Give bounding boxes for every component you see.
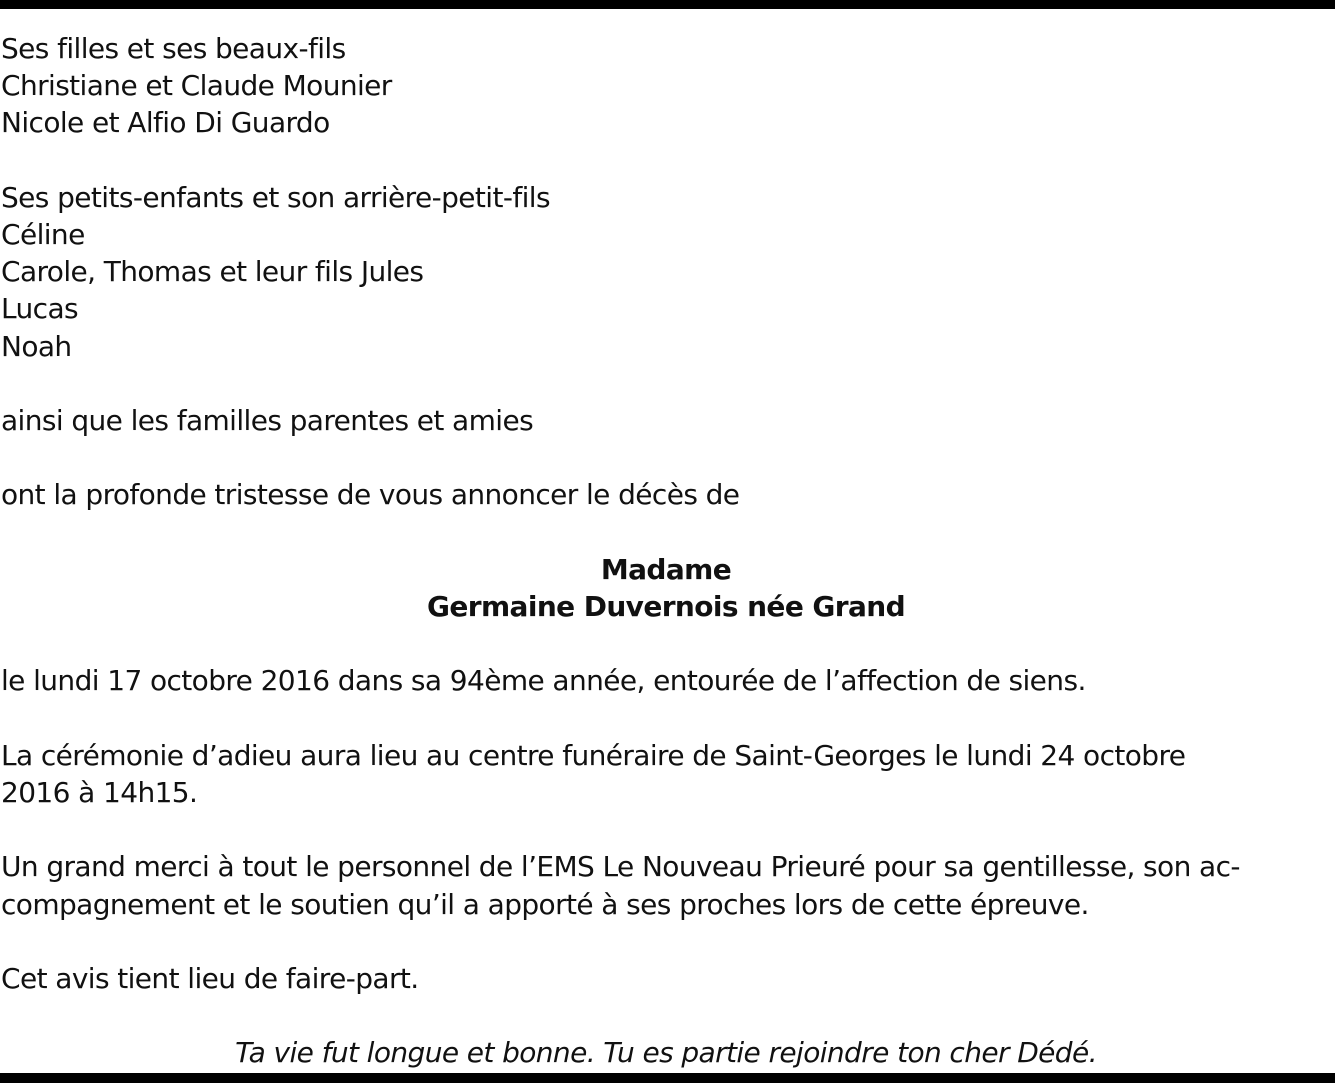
- grandchildren-section: [1, 179, 1331, 365]
- notice-section: [1, 960, 1331, 997]
- bottom-rule: [0, 1073, 1335, 1083]
- thanks-section: [1, 848, 1331, 922]
- thanks-line-2: compagnement et le soutien qu’il a apporté à ses proches lors de cette épreuve.: [1, 887, 1089, 921]
- thanks-line-1: Un grand merci à tout le personnel de l’EMS Le Nouveau Prieuré pour sa gentillesse, son ac-: [1, 850, 1240, 884]
- announcement-section: [1, 476, 1331, 513]
- announcement-text: ont la profonde tristesse de vous annoncer le décès de: [1, 478, 740, 512]
- deceased-name: Germaine Duvernois née Grand: [426, 589, 906, 623]
- grandchild-2: Carole, Thomas et leur fils Jules: [1, 255, 424, 289]
- daughters-heading: Ses filles et ses beaux-fils: [1, 32, 346, 65]
- ceremony-line-2: 2016 à 14h15.: [1, 775, 198, 809]
- grandchild-4: Noah: [1, 329, 72, 363]
- top-rule: [0, 0, 1335, 9]
- grandchild-3: Lucas: [1, 292, 78, 326]
- ceremony-line-1: La cérémonie d’adieu aura lieu au centre funéraire de Saint-Georges le lundi 24 octobre: [1, 738, 1186, 772]
- daughters-section: [1, 30, 1331, 142]
- families-section: [1, 402, 1331, 439]
- death-details-text: le lundi 17 octobre 2016 dans sa 94ème année, entourée de l’affection de siens.: [1, 664, 1086, 698]
- notice-text: Cet avis tient lieu de faire-part.: [1, 961, 419, 995]
- ceremony-section: [1, 737, 1331, 811]
- families-text: ainsi que les familles parentes et amies: [1, 404, 534, 437]
- grandchildren-heading: Ses petits-enfants et son arrière-petit-fils: [1, 180, 550, 214]
- obituary-notice: [1, 30, 1331, 1072]
- death-details-section: [1, 662, 1331, 699]
- daughter-couple-1: Christiane et Claude Mounier: [1, 69, 392, 103]
- deceased-title: Madame: [600, 552, 732, 586]
- deceased-name-block: [1, 551, 1331, 625]
- closing-text: Ta vie fut longue et bonne. Tu es partie rejoindre ton cher Dédé.: [235, 1036, 1097, 1070]
- closing-quote: [1, 1034, 1331, 1071]
- grandchild-1: Céline: [1, 218, 85, 251]
- daughter-couple-2: Nicole et Alfio Di Guardo: [1, 106, 330, 140]
